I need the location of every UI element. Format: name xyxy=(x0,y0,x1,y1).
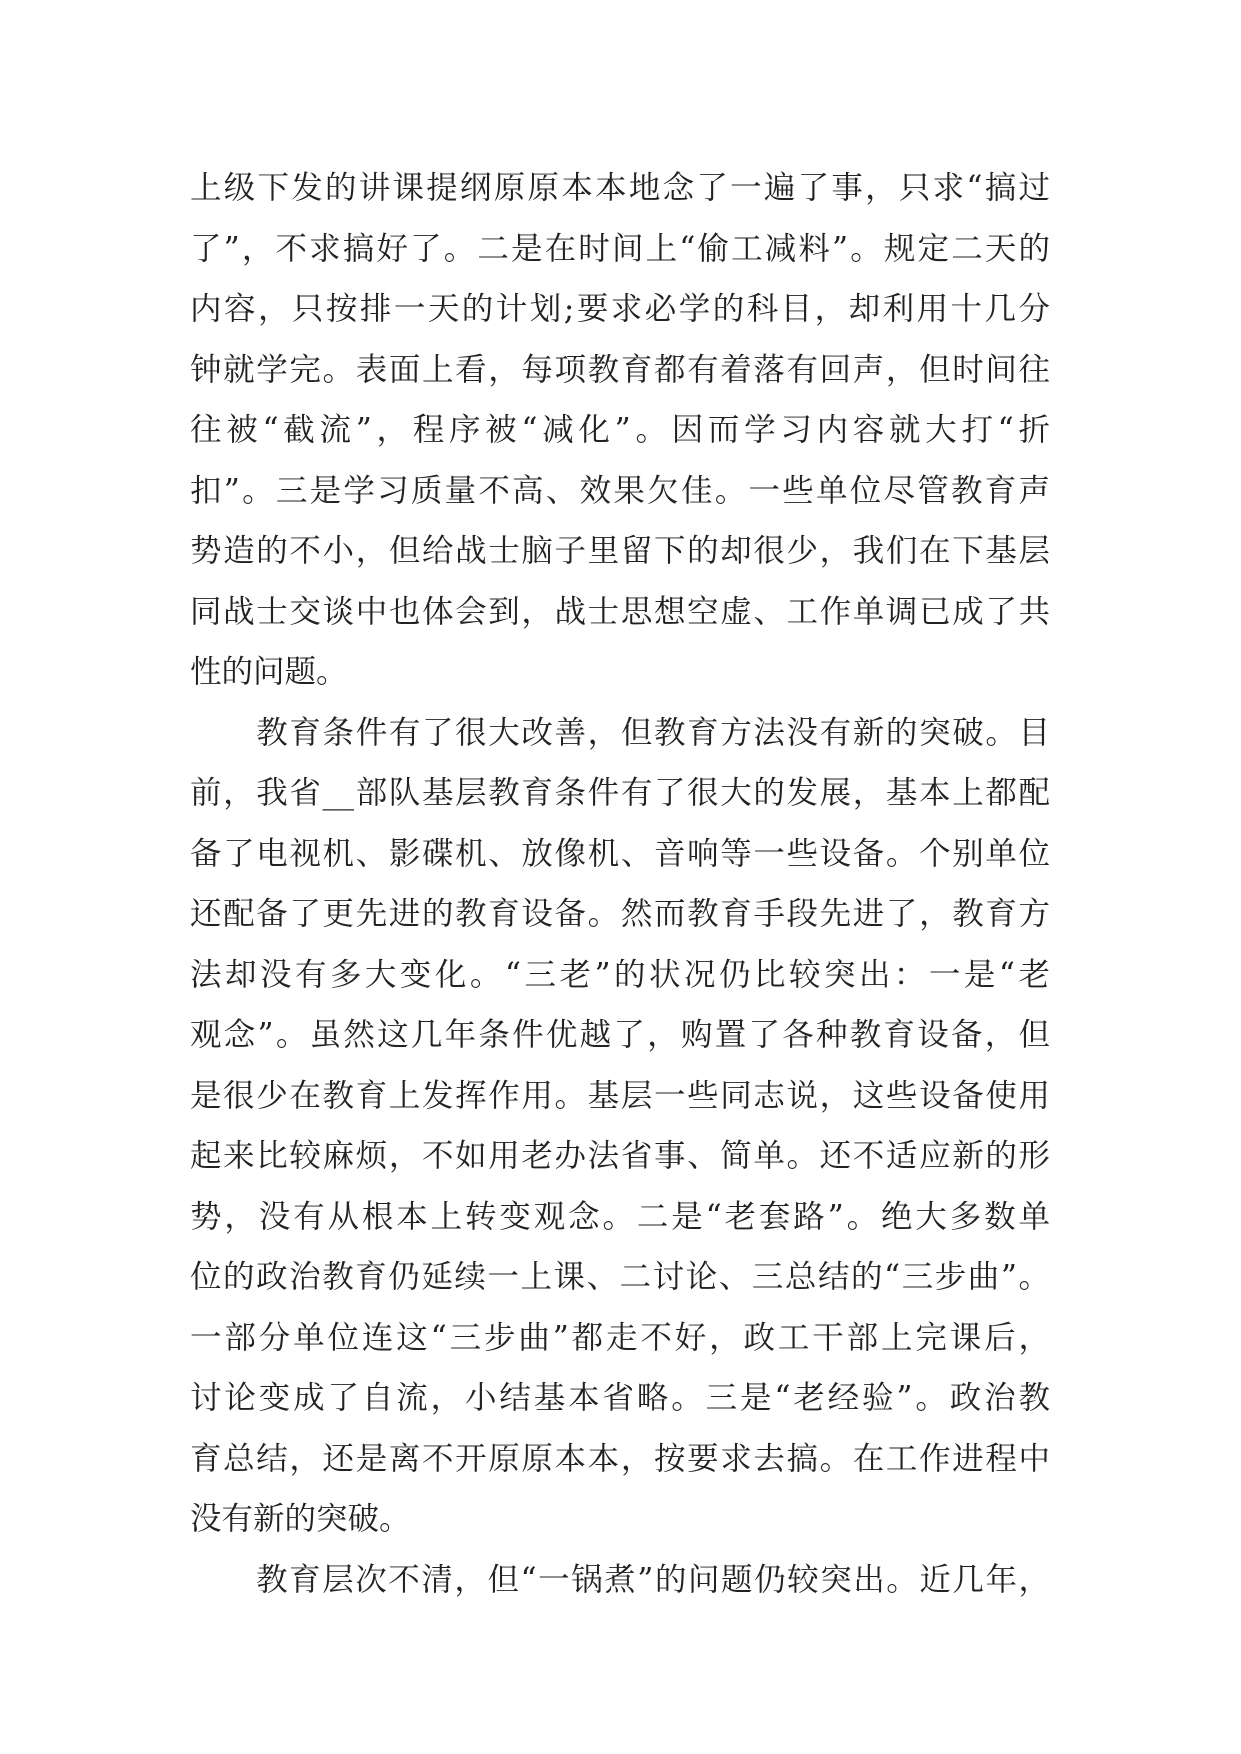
text-line: 还配备了更先进的教育设备。然而教育手段先进了，教育方 xyxy=(190,896,1050,932)
text-line: 没有新的突破。 xyxy=(190,1501,411,1537)
text-line: 教育条件有了很大改善，但教育方法没有新的突破。目 xyxy=(190,714,1050,751)
text-line: 是很少在教育上发挥作用。基层一些同志说，这些设备使用 xyxy=(190,1077,1050,1114)
text-line: 钟就学完。表面上看，每项教育都有着落有回声，但时间往 xyxy=(190,351,1050,388)
text-line: 教育层次不清，但“一锅煮”的问题仍较突出。近几年， xyxy=(190,1561,1050,1598)
text-line: 育总结，还是离不开原原本本，按要求去搞。在工作进程中 xyxy=(190,1440,1050,1477)
text-line: 位的政治教育仍延续一上课、二讨论、三总结的“三步曲”。 xyxy=(190,1259,1050,1295)
text-line: 备了电视机、影碟机、放像机、音响等一些设备。个别单位 xyxy=(190,835,1050,872)
text-line: 往被“截流”，程序被“减化”。因而学习内容就大打“折 xyxy=(190,412,1050,448)
text-line: 上级下发的讲课提纲原原本本地念了一遍了事，只求“搞过 xyxy=(190,170,1050,206)
text-line: 性的问题。 xyxy=(190,654,348,690)
text-line: 同战士交谈中也体会到，战士思想空虚、工作单调已成了共 xyxy=(190,593,1050,630)
text-line: 势，没有从根本上转变观念。二是“老套路”。绝大多数单 xyxy=(190,1198,1050,1235)
text-line: 观念”。虽然这几年条件优越了，购置了各种教育设备，但 xyxy=(190,1017,1050,1053)
text-line: 了”，不求搞好了。二是在时间上“偷工减料”。规定二天的 xyxy=(190,230,1050,267)
paragraph-1 xyxy=(190,158,1050,703)
text-line: 内容，只按排一天的计划;要求必学的科目，却利用十几分 xyxy=(190,291,1050,327)
text-line: 起来比较麻烦，不如用老办法省事、简单。还不适应新的形 xyxy=(190,1138,1050,1174)
paragraph-2 xyxy=(190,703,1050,1550)
text-line: 一部分单位连这“三步曲”都走不好，政工干部上完课后， xyxy=(190,1319,1050,1356)
text-line: 法却没有多大变化。“三老”的状况仍比较突出：一是“老 xyxy=(190,956,1050,993)
text-line: 扣”。三是学习质量不高、效果欠佳。一些单位尽管教育声 xyxy=(190,472,1050,509)
text-line: 讨论变成了自流，小结基本省略。三是“老经验”。政治教 xyxy=(190,1380,1050,1416)
paragraph-3 xyxy=(190,1550,1050,1611)
text-line: 前，我省__部队基层教育条件有了很大的发展，基本上都配 xyxy=(190,775,1050,811)
body-text xyxy=(190,158,1050,1610)
text-line: 势造的不小，但给战士脑子里留下的却很少，我们在下基层 xyxy=(190,533,1050,569)
